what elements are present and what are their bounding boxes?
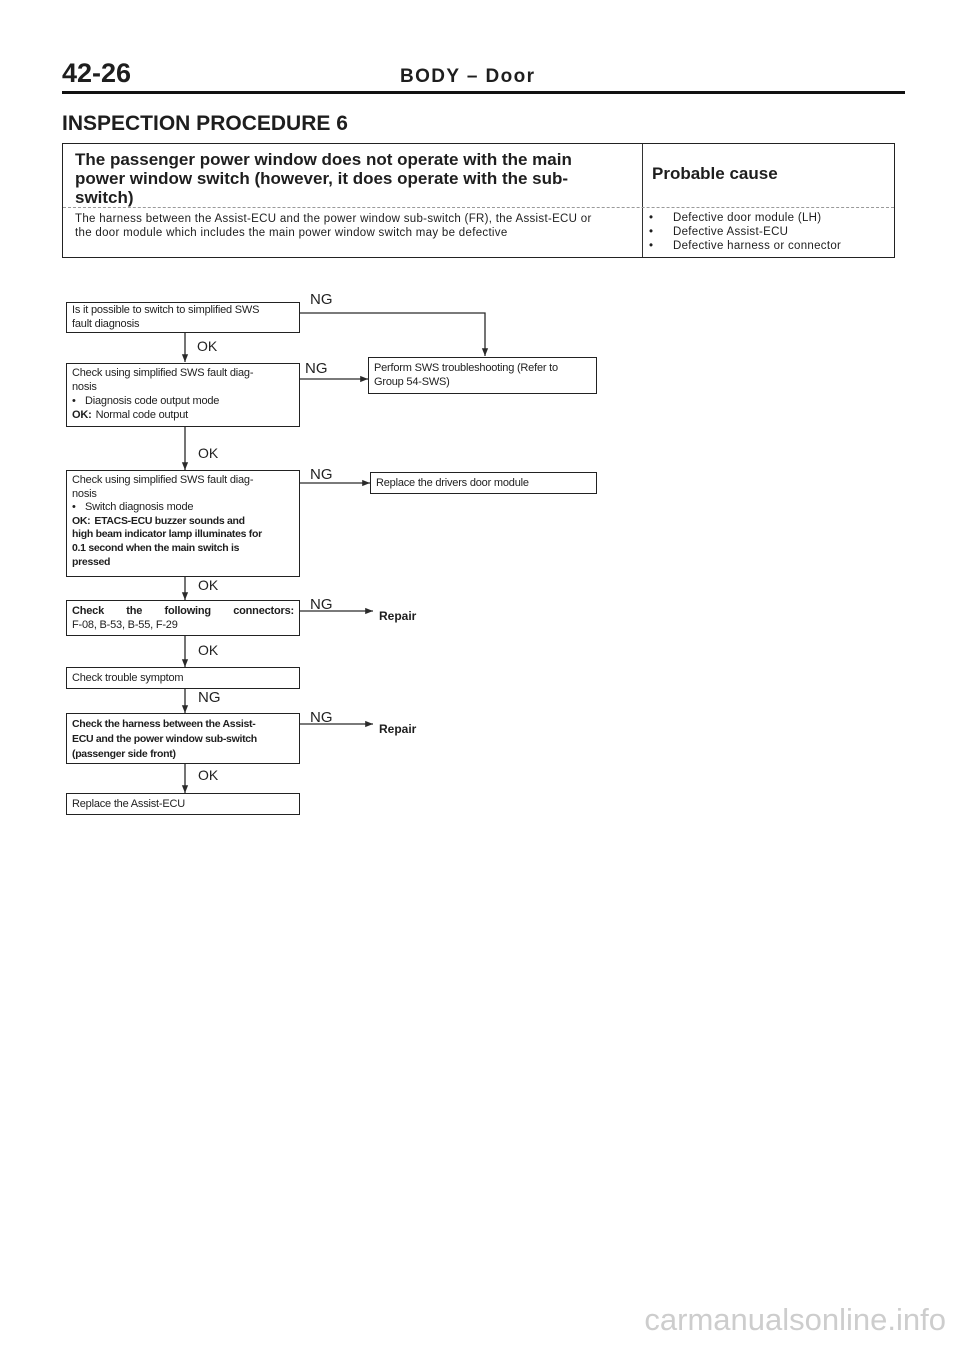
criterion-line: high beam indicator lamp illuminates for [72, 528, 262, 541]
criterion-text: ETACS-ECU buzzer sounds and [94, 514, 245, 527]
criterion-key: OK: [72, 514, 91, 527]
step-line: Check the following connectors: [72, 605, 294, 617]
symptom-line: switch) [75, 188, 134, 207]
step-line: (passenger side front) [72, 748, 176, 760]
step2-ng-label: NG [305, 360, 328, 377]
step4-ng-label: NG [310, 596, 333, 613]
cause-item: • Defective door module (LH) [649, 211, 841, 225]
step6-ng-label: NG [310, 709, 333, 726]
step6-box [66, 713, 300, 764]
step6-repair-action: Repair [379, 722, 417, 736]
replace-door-module-box [370, 472, 597, 494]
step5-box [66, 667, 300, 689]
criterion-line: pressed [72, 555, 111, 568]
step-criterion [72, 408, 294, 422]
step-line: Check using simplified SWS fault diag- [72, 367, 254, 379]
watermark: carmanualsonline.info [644, 1302, 946, 1337]
step-line: ECU and the power window sub-switch [72, 733, 257, 745]
step-mode: • Switch diagnosis mode [72, 501, 294, 515]
action-line: Replace the drivers door module [376, 477, 529, 489]
criterion-text: Normal code output [95, 409, 188, 421]
symptom-heading [75, 150, 572, 207]
page-number: 42-26 [62, 58, 132, 88]
step4-ok-label: OK [198, 642, 219, 658]
step7-box [66, 793, 300, 815]
action-line: Perform SWS troubleshooting (Refer to [374, 362, 558, 374]
step1-ok-label: OK [197, 338, 218, 354]
step-line: Check using simplified SWS fault diag- [72, 474, 254, 486]
step-line: nosis [72, 487, 97, 500]
step-line: Check the harness between the Assist- [72, 718, 256, 730]
step-line: nosis [72, 381, 97, 393]
step5-ng-label: NG [198, 689, 221, 706]
header-rule [62, 91, 905, 94]
table-row-divider [63, 207, 894, 208]
step-line: Is it possible to switch to simplified SWS [72, 304, 260, 316]
step-line: F-08, B-53, B-55, F-29 [72, 619, 178, 631]
step4-repair-action: Repair [379, 609, 417, 623]
criterion-line: 0.1 second when the main switch is [72, 541, 240, 554]
symptom-description [75, 212, 592, 240]
cause-item: • Defective harness or connector [649, 239, 841, 253]
step3-box [66, 470, 300, 577]
step-line: Check trouble symptom [72, 672, 184, 684]
table-column-divider [642, 144, 643, 257]
symptom-line: power window switch (however, it does operate with the sub- [75, 169, 569, 188]
step4-box [66, 600, 300, 636]
step2-box [66, 363, 300, 427]
action-line: Group 54-SWS) [374, 376, 450, 388]
step-criterion [72, 515, 294, 529]
step2-ok-label: OK [198, 445, 219, 461]
step3-ng-label: NG [310, 466, 333, 483]
probable-cause-list [649, 211, 841, 253]
step1-box [66, 302, 300, 333]
probable-cause-heading: Probable cause [652, 164, 778, 183]
inspection-table [62, 143, 895, 258]
step1-ng-label: NG [310, 291, 333, 308]
step6-ok-label: OK [198, 767, 219, 783]
symptom-line: The passenger power window does not operate with the main [75, 150, 572, 169]
sws-troubleshooting-box [368, 357, 597, 394]
section-title: BODY – Door [400, 66, 536, 87]
description-line: the door module which includes the main power window switch may be defective [75, 227, 508, 239]
step1-ng-connector [300, 313, 485, 356]
step-line: Replace the Assist-ECU [72, 798, 185, 810]
cause-item: • Defective Assist-ECU [649, 225, 841, 239]
description-line: The harness between the Assist-ECU and the power window sub-switch (FR), the Assist-ECU or [75, 213, 592, 225]
step3-ok-label: OK [198, 577, 219, 593]
step-mode: • Diagnosis code output mode [72, 394, 294, 408]
step-line: fault diagnosis [72, 317, 140, 330]
procedure-title: INSPECTION PROCEDURE 6 [62, 112, 348, 135]
criterion-key: OK: [72, 409, 92, 421]
